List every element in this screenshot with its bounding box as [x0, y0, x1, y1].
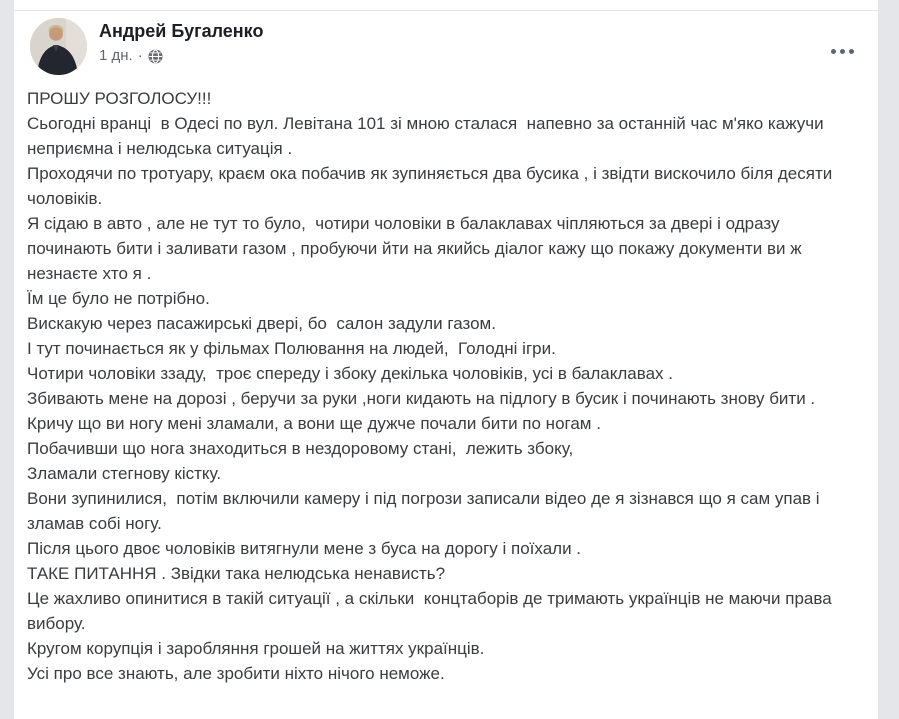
post-paragraph: ТАКЕ ПИТАННЯ . Звідки така нелюдська ненависть? — [27, 564, 446, 583]
post-paragraph: Вони зупинилися, потім включили камеру і під погрози записали відео де я зізнався що я сам упав і зламав собі ногу. — [27, 489, 825, 533]
post-paragraph: Зламали стегнову кістку. — [27, 464, 222, 483]
post-paragraph: Їм це було не потрібно. — [27, 289, 210, 308]
post-body-text — [14, 75, 878, 686]
post-header — [14, 11, 878, 75]
avatar-image — [30, 18, 87, 75]
post-paragraph: Я сідаю в авто , але не тут то було, чотири чоловіки в балаклавах чіпляються за двері і одразу починають бити і заливати газом , пробуючи йти на якийсь діалог кажу що покажу документи ви ж незнаєте хто я . — [27, 214, 807, 283]
ellipsis-icon — [840, 49, 845, 54]
page-gutter-right — [878, 0, 899, 719]
post-paragraph: Сьогодні вранці в Одесі по вул. Левітана 101 зі мною сталася напевно за останній час м'яко кажучи неприємна і нелюдська ситуація . — [27, 114, 829, 158]
post-header-info — [99, 18, 263, 65]
post-paragraph: Кругом корупція і заробляння грошей на життях українців. — [27, 639, 485, 658]
timestamp[interactable]: 1 дн. — [99, 47, 133, 64]
ellipsis-icon — [831, 49, 836, 54]
ellipsis-icon — [849, 49, 854, 54]
post-paragraph: Після цього двоє чоловіків витягнули мене з буса на дорогу і поїхали . — [27, 539, 582, 558]
post-paragraph: Проходячи по тротуару, краєм ока побачив як зупиняється два бусика , і звідти вискочило біля десяти чоловіків. — [27, 164, 837, 208]
post-paragraph: Побачивши що нога знаходиться в нездоровому стані, лежить збоку, — [27, 439, 574, 458]
post-paragraph: Чотири чоловіки ззаду, троє спереду і збоку декілька чоловіків, усі в балаклавах . — [27, 364, 673, 383]
globe-icon — [148, 49, 163, 64]
post-paragraph: Вискакую через пасажирські двері, бо салон задули газом. — [27, 314, 496, 333]
post-paragraph: Усі про все знають, але зробити ніхто нічого неможе. — [27, 664, 445, 683]
post-paragraph: І тут починається як у фільмах Полювання на людей, Голодні ігри. — [27, 339, 556, 358]
post-paragraph: ПРОШУ РОЗГОЛОСУ!!! — [27, 89, 212, 108]
more-options-button[interactable] — [829, 43, 856, 60]
meta-separator: · — [137, 47, 143, 64]
post-paragraph: Кричу що ви ногу мені зламали, а вони ще дужче почали бити по ногам . — [27, 414, 601, 433]
post-card — [14, 0, 878, 719]
avatar[interactable] — [30, 18, 87, 75]
post-meta — [99, 46, 263, 65]
post-paragraph: Це жахливо опинитися в такій ситуації , а скільки концтаборів де тримають українців не маючи права вибору. — [27, 589, 837, 633]
author-name[interactable]: Андрей Бугаленко — [99, 21, 264, 41]
page-gutter-left — [0, 0, 14, 719]
post-paragraph: Збивають мене на дорозі , беручи за руки ,ноги кидають на підлогу в бусик і починають знову бити . — [27, 389, 816, 408]
